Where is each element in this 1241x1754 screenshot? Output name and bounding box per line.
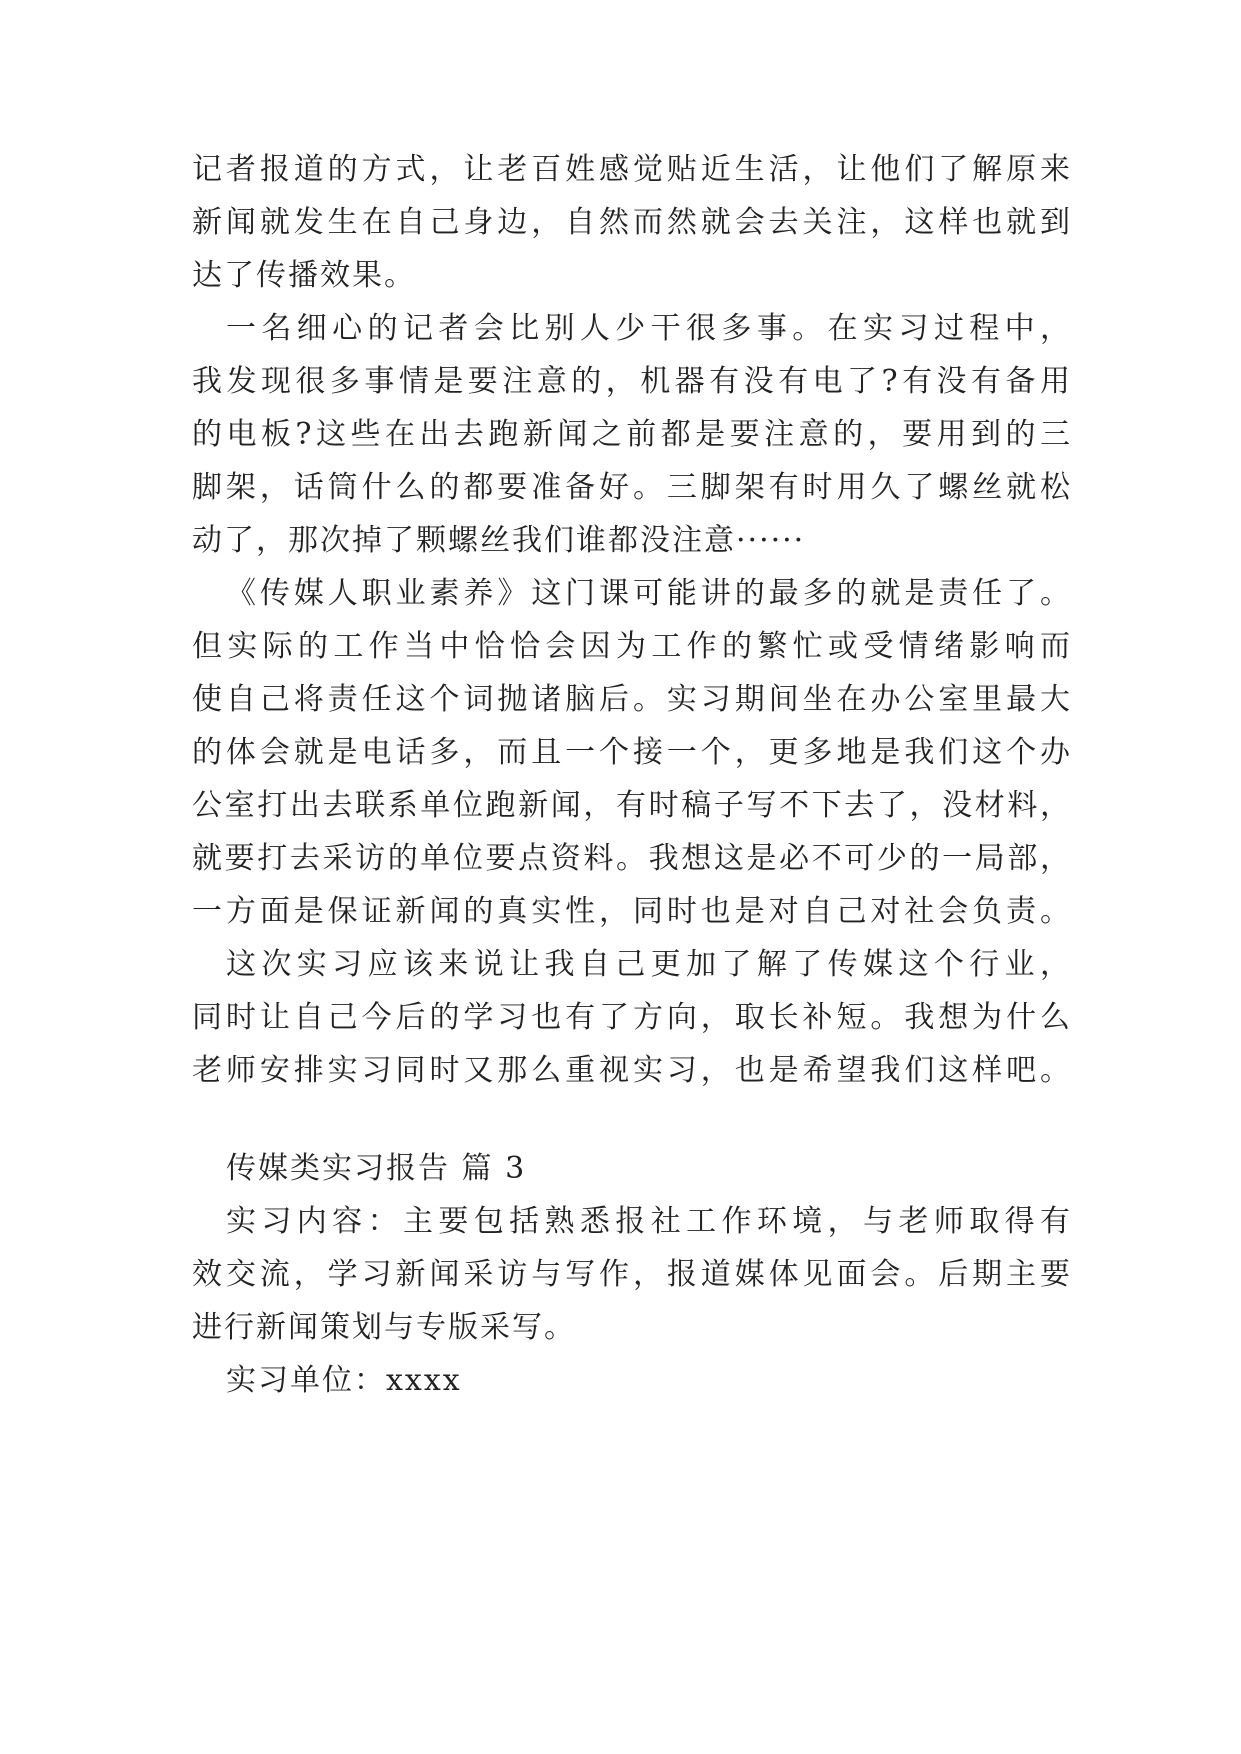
paragraph-line: 老师安排实习同时又那么重视实习，也是希望我们这样吧。 — [192, 1053, 1072, 1088]
paragraph-line: 一名细心的记者会比别人少干很多事。在实习过程中， — [226, 311, 1072, 346]
paragraph-line: 使自己将责任这个词抛诸脑后。实习期间坐在办公室里最大 — [192, 682, 1072, 717]
paragraph-line: 但实际的工作当中恰恰会因为工作的繁忙或受情绪影响而 — [192, 629, 1072, 664]
paragraph-line: 动了，那次掉了颗螺丝我们谁都没注意······ — [192, 523, 806, 558]
paragraph-line: 实习单位：xxxx — [226, 1363, 462, 1398]
paragraph-line: 就要打去采访的单位要点资料。我想这是必不可少的一局部， — [192, 841, 1072, 876]
paragraph-line: 达了传播效果。 — [192, 258, 416, 293]
paragraph-line: 《传媒人职业素养》这门课可能讲的最多的就是责任了。 — [226, 576, 1072, 611]
paragraph-line: 的体会就是电话多，而且一个接一个，更多地是我们这个办 — [192, 735, 1072, 770]
paragraph-line: 进行新闻策划与专版采写。 — [192, 1310, 576, 1345]
paragraph-line: 我发现很多事情是要注意的，机器有没有电了?有没有备用 — [192, 364, 1072, 399]
paragraph-line: 一方面是保证新闻的真实性，同时也是对自己对社会负责。 — [192, 894, 1072, 929]
paragraph-line: 的电板?这些在出去跑新闻之前都是要注意的，要用到的三 — [192, 417, 1072, 452]
paragraph-line: 记者报道的方式，让老百姓感觉贴近生活，让他们了解原来 — [192, 152, 1072, 187]
paragraph-line: 新闻就发生在自己身边，自然而然就会去关注，这样也就到 — [192, 205, 1072, 240]
paragraph-line: 效交流，学习新闻采访与写作，报道媒体见面会。后期主要 — [192, 1257, 1072, 1292]
paragraph-line: 公室打出去联系单位跑新闻，有时稿子写不下去了，没材料， — [192, 788, 1072, 823]
paragraph-line: 实习内容：主要包括熟悉报社工作环境，与老师取得有 — [226, 1204, 1072, 1239]
paragraph-line: 同时让自己今后的学习也有了方向，取长补短。我想为什么 — [192, 1000, 1072, 1035]
section-heading: 传媒类实习报告 篇 3 — [226, 1151, 527, 1186]
paragraph-line: 脚架，话筒什么的都要准备好。三脚架有时用久了螺丝就松 — [192, 470, 1072, 505]
paragraph-line: 这次实习应该来说让我自己更加了解了传媒这个行业， — [226, 947, 1072, 982]
